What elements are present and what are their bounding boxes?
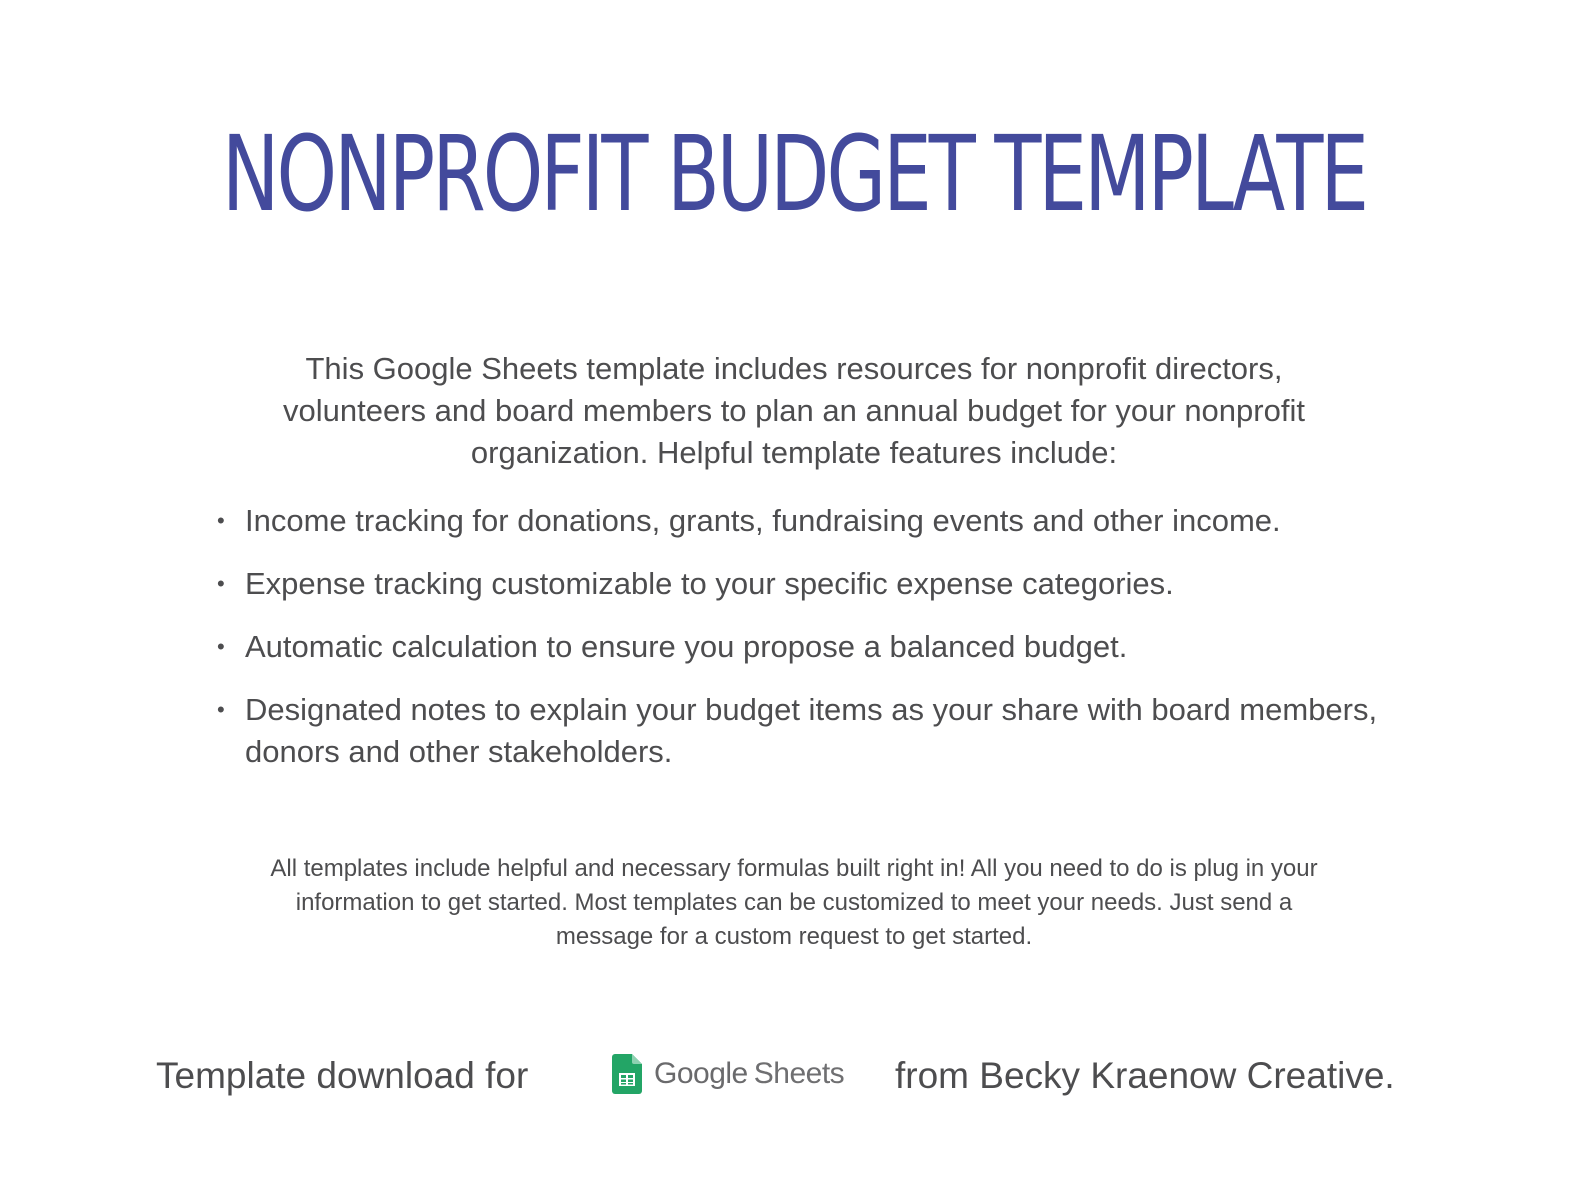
footer-prefix-text: Template download for	[156, 1055, 529, 1096]
google-sheets-icon	[612, 1054, 642, 1094]
feature-text: Designated notes to explain your budget items as your share with board members, donors and other stakeholders.	[245, 692, 1378, 769]
google-sheets-logo	[612, 1052, 844, 1096]
wordmark-sheets: Sheets	[753, 1057, 845, 1090]
feature-text: Automatic calculation to ensure you propose a balanced budget.	[245, 629, 1128, 664]
feature-text: Expense tracking customizable to your specific expense categories.	[245, 566, 1174, 601]
bullet-icon: •	[217, 634, 225, 659]
feature-item	[212, 500, 1392, 542]
formulas-note: All templates include helpful and necessary formulas built right in! All you need to do is plug in your information to get started. Most templates can be customized to meet your needs. Just send a message for a custom request to get started.	[270, 855, 1318, 950]
feature-item	[212, 563, 1392, 605]
bullet-icon: •	[217, 571, 225, 596]
footer	[0, 1046, 1588, 1106]
feature-text: Income tracking for donations, grants, fundraising events and other income.	[245, 503, 1281, 538]
bullet-icon: •	[217, 697, 225, 722]
sheets-wordmark	[654, 1054, 844, 1094]
bullet-icon: •	[217, 508, 225, 533]
intro-paragraph: This Google Sheets template includes resources for nonprofit directors, volunteers and board members to plan an annual budget for your nonprofit organization. Helpful template features include:	[283, 351, 1305, 470]
feature-list	[212, 500, 1392, 794]
page-title: NONPROFIT BUDGET TEMPLATE	[221, 113, 1367, 235]
feature-item	[212, 626, 1392, 668]
feature-item	[212, 689, 1392, 773]
footer-suffix-text: from Becky Kraenow Creative.	[895, 1055, 1395, 1096]
wordmark-google: Google	[654, 1057, 748, 1090]
